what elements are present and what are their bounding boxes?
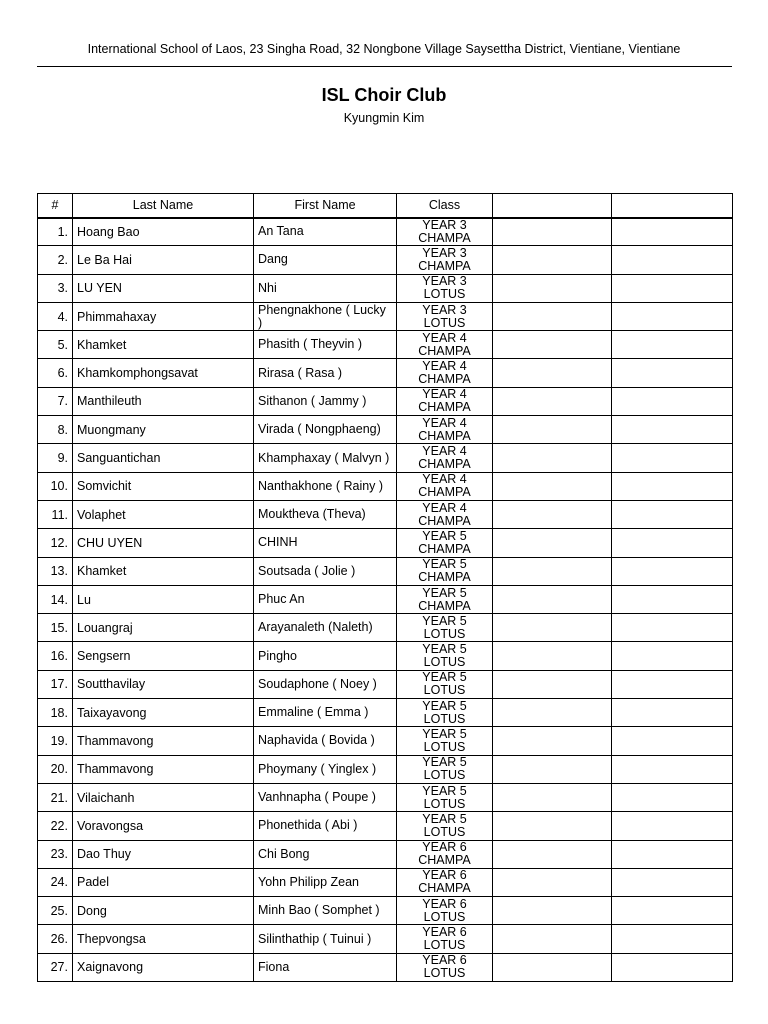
last-name-cell: Thepvongsa (73, 925, 254, 953)
class-cell (397, 840, 493, 868)
blank-cell (493, 246, 612, 274)
first-name-cell: Virada ( Nongphaeng) (254, 416, 397, 444)
class-house: LOTUS (423, 966, 466, 981)
last-name-cell: Dong (73, 897, 254, 925)
blank-cell (493, 727, 612, 755)
last-name-cell: Dao Thuy (73, 840, 254, 868)
first-name-cell: Dang (254, 246, 397, 274)
table-row (38, 925, 733, 953)
class-cell (397, 274, 493, 302)
row-number: 5. (38, 331, 73, 359)
class-cell (397, 897, 493, 925)
last-name-cell: Soutthavilay (73, 670, 254, 698)
first-name-cell: Sithanon ( Jammy ) (254, 387, 397, 415)
page-subtitle: Kyungmin Kim (343, 111, 425, 125)
class-house: CHAMPA (418, 428, 471, 443)
class-house: LOTUS (423, 909, 466, 924)
table-row (38, 557, 733, 585)
row-number: 20. (38, 755, 73, 783)
class-year: YEAR 6 (422, 868, 467, 883)
first-name-cell: Naphavida ( Bovida ) (254, 727, 397, 755)
first-name-cell: An Tana (254, 218, 397, 246)
class-year: YEAR 3 (422, 217, 467, 232)
class-cell (397, 953, 493, 981)
class-year: YEAR 6 (422, 953, 467, 968)
class-cell (397, 868, 493, 896)
blank-cell (493, 472, 612, 500)
last-name-cell: Sanguantichan (73, 444, 254, 472)
class-cell (397, 557, 493, 585)
class-house: LOTUS (423, 768, 466, 783)
table-row (38, 274, 733, 302)
class-cell (397, 331, 493, 359)
blank-cell (612, 472, 733, 500)
class-year: YEAR 5 (422, 557, 467, 572)
blank-cell (612, 246, 733, 274)
first-name-cell: CHINH (254, 529, 397, 557)
class-house: CHAMPA (418, 485, 471, 500)
table-row (38, 500, 733, 528)
row-number: 27. (38, 953, 73, 981)
column-header-blank-1 (493, 194, 612, 218)
last-name-cell: Volaphet (73, 500, 254, 528)
table-row (38, 953, 733, 981)
class-house: CHAMPA (418, 400, 471, 415)
table-row (38, 387, 733, 415)
class-year: YEAR 5 (422, 811, 467, 826)
blank-cell (612, 642, 733, 670)
last-name-cell: Khamkomphongsavat (73, 359, 254, 387)
first-name-cell: Chi Bong (254, 840, 397, 868)
row-number: 15. (38, 614, 73, 642)
row-number: 8. (38, 416, 73, 444)
first-name-cell: Phuc An (254, 585, 397, 613)
blank-cell (612, 387, 733, 415)
blank-cell (612, 727, 733, 755)
last-name-cell: Sengsern (73, 642, 254, 670)
blank-cell (612, 500, 733, 528)
last-name-cell: Thammavong (73, 727, 254, 755)
class-year: YEAR 6 (422, 925, 467, 940)
blank-cell (493, 953, 612, 981)
blank-cell (493, 642, 612, 670)
class-house: CHAMPA (418, 570, 471, 585)
class-cell (397, 727, 493, 755)
table-row (38, 783, 733, 811)
first-name-cell: Minh Bao ( Somphet ) (254, 897, 397, 925)
blank-cell (612, 302, 733, 330)
table-row (38, 699, 733, 727)
class-year: YEAR 5 (422, 585, 467, 600)
blank-cell (612, 897, 733, 925)
class-cell (397, 699, 493, 727)
blank-cell (612, 557, 733, 585)
table-header-row (38, 194, 733, 218)
class-year: YEAR 6 (422, 840, 467, 855)
blank-cell (612, 925, 733, 953)
table-row (38, 755, 733, 783)
class-year: YEAR 6 (422, 896, 467, 911)
class-house: LOTUS (423, 739, 466, 754)
row-number: 24. (38, 868, 73, 896)
row-number: 23. (38, 840, 73, 868)
row-number: 26. (38, 925, 73, 953)
last-name-cell: Manthileuth (73, 387, 254, 415)
row-number: 22. (38, 812, 73, 840)
first-name-cell: Nanthakhone ( Rainy ) (254, 472, 397, 500)
class-house: CHAMPA (418, 372, 471, 387)
blank-cell (612, 218, 733, 246)
blank-cell (612, 614, 733, 642)
table-row (38, 585, 733, 613)
last-name-cell: Muongmany (73, 416, 254, 444)
column-header-last-name: Last Name (73, 194, 254, 218)
class-house: CHAMPA (418, 230, 471, 245)
last-name-cell: Phimmahaxay (73, 302, 254, 330)
table-row (38, 302, 733, 330)
row-number: 10. (38, 472, 73, 500)
table-row (38, 897, 733, 925)
last-name-cell: Louangraj (73, 614, 254, 642)
class-cell (397, 218, 493, 246)
class-house: CHAMPA (418, 853, 471, 868)
row-number: 25. (38, 897, 73, 925)
class-year: YEAR 4 (422, 472, 467, 487)
first-name-cell: Soutsada ( Jolie ) (254, 557, 397, 585)
blank-cell (493, 218, 612, 246)
blank-cell (612, 755, 733, 783)
table-row (38, 727, 733, 755)
blank-cell (612, 529, 733, 557)
class-year: YEAR 5 (422, 528, 467, 543)
class-cell (397, 642, 493, 670)
row-number: 4. (38, 302, 73, 330)
first-name-cell: Phengnakhone ( Lucky ) (254, 302, 397, 330)
first-name-cell: Arayanaleth (Naleth) (254, 614, 397, 642)
blank-cell (612, 416, 733, 444)
blank-cell (612, 331, 733, 359)
header-divider (37, 66, 732, 67)
class-house: LOTUS (423, 711, 466, 726)
blank-cell (612, 274, 733, 302)
first-name-cell: Khamphaxay ( Malvyn ) (254, 444, 397, 472)
class-year: YEAR 5 (422, 783, 467, 798)
first-name-cell: Silinthathip ( Tuinui ) (254, 925, 397, 953)
class-cell (397, 500, 493, 528)
row-number: 7. (38, 387, 73, 415)
blank-cell (493, 840, 612, 868)
blank-cell (612, 953, 733, 981)
first-name-cell: Vanhnapha ( Poupe ) (254, 783, 397, 811)
last-name-cell: Somvichit (73, 472, 254, 500)
last-name-cell: Thammavong (73, 755, 254, 783)
blank-cell (612, 359, 733, 387)
blank-cell (493, 699, 612, 727)
row-number: 21. (38, 783, 73, 811)
last-name-cell: Taixayavong (73, 699, 254, 727)
blank-cell (493, 755, 612, 783)
table-row (38, 472, 733, 500)
blank-cell (612, 444, 733, 472)
first-name-cell: Phasith ( Theyvin ) (254, 331, 397, 359)
blank-cell (493, 585, 612, 613)
first-name-cell: Nhi (254, 274, 397, 302)
class-year: YEAR 5 (422, 726, 467, 741)
blank-cell (612, 699, 733, 727)
class-year: YEAR 4 (422, 387, 467, 402)
blank-cell (612, 812, 733, 840)
table-row (38, 840, 733, 868)
class-year: YEAR 4 (422, 444, 467, 459)
row-number: 11. (38, 500, 73, 528)
class-cell (397, 585, 493, 613)
table-row (38, 416, 733, 444)
class-cell (397, 755, 493, 783)
class-year: YEAR 5 (422, 613, 467, 628)
table-row (38, 642, 733, 670)
table-row (38, 331, 733, 359)
first-name-cell: Rirasa ( Rasa ) (254, 359, 397, 387)
row-number: 16. (38, 642, 73, 670)
class-cell (397, 529, 493, 557)
class-house: LOTUS (423, 315, 466, 330)
last-name-cell: LU YEN (73, 274, 254, 302)
last-name-cell: Khamket (73, 557, 254, 585)
table-body (38, 218, 733, 982)
first-name-cell: Yohn Philipp Zean (254, 868, 397, 896)
first-name-cell: Soudaphone ( Noey ) (254, 670, 397, 698)
table-row (38, 614, 733, 642)
blank-cell (493, 897, 612, 925)
table-row (38, 812, 733, 840)
table-row (38, 246, 733, 274)
last-name-cell: Vilaichanh (73, 783, 254, 811)
row-number: 17. (38, 670, 73, 698)
column-header-number: # (38, 194, 73, 218)
column-header-first-name: First Name (254, 194, 397, 218)
class-cell (397, 416, 493, 444)
last-name-cell: Le Ba Hai (73, 246, 254, 274)
row-number: 18. (38, 699, 73, 727)
table-row (38, 868, 733, 896)
blank-cell (493, 783, 612, 811)
table-row (38, 529, 733, 557)
class-cell (397, 444, 493, 472)
class-house: CHAMPA (418, 457, 471, 472)
class-cell (397, 925, 493, 953)
class-house: CHAMPA (418, 258, 471, 273)
class-house: LOTUS (423, 824, 466, 839)
class-house: CHAMPA (418, 598, 471, 613)
row-number: 13. (38, 557, 73, 585)
blank-cell (612, 868, 733, 896)
last-name-cell: Padel (73, 868, 254, 896)
row-number: 6. (38, 359, 73, 387)
blank-cell (493, 500, 612, 528)
class-year: YEAR 5 (422, 670, 467, 685)
blank-cell (493, 359, 612, 387)
row-number: 14. (38, 585, 73, 613)
blank-cell (493, 529, 612, 557)
first-name-cell: Phoymany ( Yinglex ) (254, 755, 397, 783)
class-year: YEAR 3 (422, 245, 467, 260)
blank-cell (612, 840, 733, 868)
class-year: YEAR 3 (422, 274, 467, 289)
blank-cell (493, 302, 612, 330)
page-title: ISL Choir Club (321, 85, 447, 105)
class-house: CHAMPA (418, 541, 471, 556)
class-year: YEAR 3 (422, 302, 467, 317)
class-house: CHAMPA (418, 513, 471, 528)
last-name-cell: Xaignavong (73, 953, 254, 981)
blank-cell (493, 812, 612, 840)
blank-cell (493, 416, 612, 444)
row-number: 12. (38, 529, 73, 557)
class-house: LOTUS (423, 626, 466, 641)
last-name-cell: Hoang Bao (73, 218, 254, 246)
first-name-cell: Fiona (254, 953, 397, 981)
last-name-cell: CHU UYEN (73, 529, 254, 557)
first-name-cell: Emmaline ( Emma ) (254, 699, 397, 727)
row-number: 9. (38, 444, 73, 472)
table-row (38, 218, 733, 246)
class-house: LOTUS (423, 938, 466, 953)
class-year: YEAR 4 (422, 359, 467, 374)
class-cell (397, 387, 493, 415)
first-name-cell: Pingho (254, 642, 397, 670)
school-address: International School of Laos, 23 Singha Road, 32 Nongbone Village Saysettha District, Vientiane, Vientiane (87, 42, 681, 56)
blank-cell (493, 387, 612, 415)
blank-cell (493, 868, 612, 896)
class-cell (397, 783, 493, 811)
class-cell (397, 359, 493, 387)
blank-cell (493, 444, 612, 472)
row-number: 19. (38, 727, 73, 755)
column-header-blank-2 (612, 194, 733, 218)
class-house: LOTUS (423, 683, 466, 698)
class-house: CHAMPA (418, 881, 471, 896)
last-name-cell: Voravongsa (73, 812, 254, 840)
blank-cell (612, 585, 733, 613)
class-house: CHAMPA (418, 343, 471, 358)
class-year: YEAR 5 (422, 642, 467, 657)
blank-cell (493, 670, 612, 698)
class-year: YEAR 5 (422, 698, 467, 713)
class-year: YEAR 4 (422, 415, 467, 430)
class-cell (397, 670, 493, 698)
choir-roster-table (37, 193, 733, 982)
class-cell (397, 302, 493, 330)
class-cell (397, 614, 493, 642)
class-year: YEAR 5 (422, 755, 467, 770)
table-row (38, 670, 733, 698)
blank-cell (612, 670, 733, 698)
table-row (38, 359, 733, 387)
class-cell (397, 812, 493, 840)
class-cell (397, 246, 493, 274)
blank-cell (612, 783, 733, 811)
row-number: 2. (38, 246, 73, 274)
last-name-cell: Lu (73, 585, 254, 613)
last-name-cell: Khamket (73, 331, 254, 359)
first-name-cell: Phonethida ( Abi ) (254, 812, 397, 840)
class-house: LOTUS (423, 796, 466, 811)
row-number: 1. (38, 218, 73, 246)
first-name-cell: Mouktheva (Theva) (254, 500, 397, 528)
blank-cell (493, 557, 612, 585)
row-number: 3. (38, 274, 73, 302)
blank-cell (493, 274, 612, 302)
blank-cell (493, 925, 612, 953)
class-year: YEAR 4 (422, 330, 467, 345)
blank-cell (493, 614, 612, 642)
class-year: YEAR 4 (422, 500, 467, 515)
class-house: LOTUS (423, 655, 466, 670)
blank-cell (493, 331, 612, 359)
class-cell (397, 472, 493, 500)
column-header-class: Class (397, 194, 493, 218)
class-house: LOTUS (423, 287, 466, 302)
table-row (38, 444, 733, 472)
